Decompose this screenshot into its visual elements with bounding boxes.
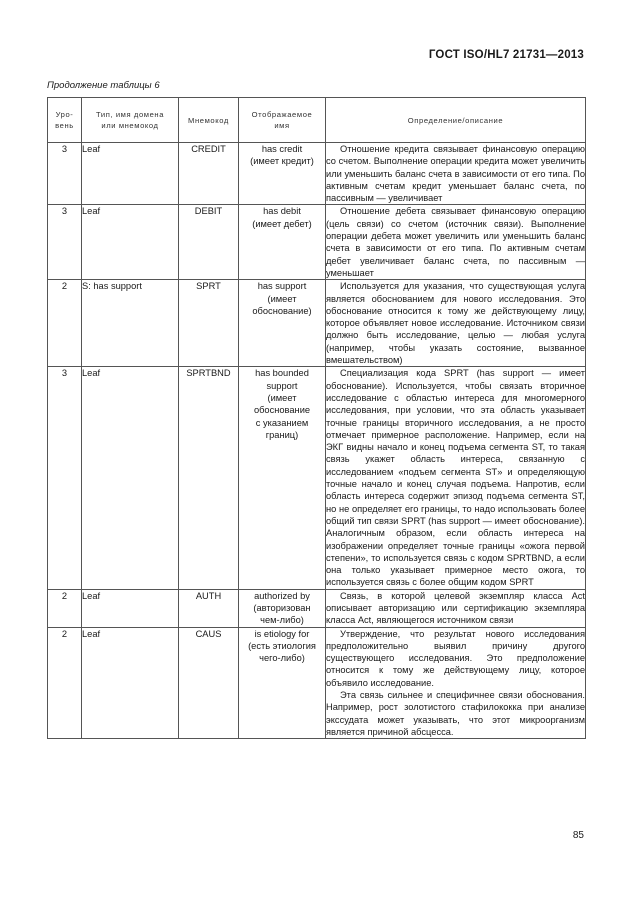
cell-display-name: has credit (имеет кредит) — [239, 143, 326, 205]
cell-mnemonic: DEBIT — [179, 205, 239, 280]
cell-level: 2 — [48, 627, 82, 739]
cell-mnemonic: CREDIT — [179, 143, 239, 205]
definition-paragraph: Специализация кода SPRT (has support — имеет обоснование). Используется, чтобы связать вторичное исследование с областью интереса для многомерного исследования, при условии, что эта область указывает точные границы вторичного исследования, а не просто отмечает примерное расположение. Например, если на ЭКГ видны начало и конец подъема сегмента ST, то такая связь укажет область интереса, связанную с исследованием «подъем сегмента ST» и определяющую точные начало и конец случая подъема. Напротив, если область интереса содержит эпизод подъема сегмента ST, но не определяет его границы, то надо использовать более общий тип связи SPRT (has support — имеет обоснование). Аналогичным образом, если область интереса на изображении определяет точные границы «ожога первой степени», то используется связь с кодом SPRTBND, а если она только указывает примерное место ожога, то используется связь с более общим кодом SPRT — [326, 368, 585, 588]
cell-level: 3 — [48, 205, 82, 280]
table-continuation-caption: Продолжение таблицы 6 — [47, 80, 160, 91]
relationship-table — [47, 97, 586, 739]
cell-type: Leaf — [82, 627, 179, 739]
table-row — [48, 205, 586, 280]
table-row — [48, 143, 586, 205]
cell-definition — [326, 280, 586, 367]
table-row — [48, 627, 586, 739]
definition-paragraph: Отношение дебета связывает финансовую операцию (цель связи) со счетом (источник связи). Выполнение операции дебета может увеличить или уменьшить баланс счета в зависимости от его типа. По активным счетам дебет увеличивает баланс счета, по пассивным — уменьшает — [326, 206, 585, 278]
header-level: Уро- вень — [48, 98, 82, 143]
table-row — [48, 589, 586, 627]
cell-level: 2 — [48, 280, 82, 367]
definition-paragraph: Связь, в которой целевой экземпляр класса Act описывает авторизацию или сертификацию экземпляра класса Act, являющегося источником связи — [326, 590, 585, 626]
table-row — [48, 367, 586, 589]
cell-display-name: has debit (имеет дебет) — [239, 205, 326, 280]
cell-display-name: authorized by (авторизован чем-либо) — [239, 589, 326, 627]
definition-paragraph: Эта связь сильнее и специфичнее связи обоснования. Например, рост золотистого стафилококка при анализе экссудата может указывать, что этот микроорганизм является причиной абсцесса. — [326, 690, 585, 737]
cell-mnemonic: SPRT — [179, 280, 239, 367]
cell-level: 3 — [48, 143, 82, 205]
cell-type: Leaf — [82, 367, 179, 589]
table-body — [48, 143, 586, 739]
header-mnemonic: Мнемокод — [179, 98, 239, 143]
cell-mnemonic: CAUS — [179, 627, 239, 739]
header-type: Тип, имя домена или мнемокод — [82, 98, 179, 143]
cell-type: S: has support — [82, 280, 179, 367]
cell-mnemonic: SPRTBND — [179, 367, 239, 589]
page-number: 85 — [572, 830, 584, 841]
cell-definition — [326, 143, 586, 205]
definition-paragraph: Используется для указания, что существующая услуга является обоснованием для нового исследования. Это обоснование относится к тому же действующему лицу, которое объявляет новое исследование. Источником связи должно быть исследование, целью — любая услуга (например, чтобы указать состояние, вызванное вмешательством) — [326, 281, 585, 366]
table-header-row — [48, 98, 586, 143]
cell-definition — [326, 589, 586, 627]
cell-definition — [326, 627, 586, 739]
cell-definition — [326, 367, 586, 589]
cell-type: Leaf — [82, 143, 179, 205]
cell-definition — [326, 205, 586, 280]
header-display-name: Отображаемое имя — [239, 98, 326, 143]
standard-header: ГОСТ ISO/HL7 21731—2013 — [428, 49, 584, 61]
cell-level: 2 — [48, 589, 82, 627]
table-row — [48, 280, 586, 367]
cell-display-name: is etiology for (есть этиология чего-либо) — [239, 627, 326, 739]
cell-display-name: has bounded support (имеет обоснование с указанием границ) — [239, 367, 326, 589]
cell-type: Leaf — [82, 205, 179, 280]
definition-paragraph: Утверждение, что результат нового исследования предположительно выявил причину другого существующего исследования. Это предположение относится к тому же действующему лицу, которое объявило исследование. — [326, 628, 585, 688]
cell-display-name: has support (имеет обоснование) — [239, 280, 326, 367]
definition-paragraph: Отношение кредита связывает финансовую операцию со счетом. Выполнение операции кредита может увеличить или уменьшить баланс счета в зависимости от его типа. По активным счетам кредит уменьшает баланс счета, по пассивным — увеличивает — [326, 144, 585, 204]
header-definition: Определение/описание — [326, 98, 586, 143]
cell-level: 3 — [48, 367, 82, 589]
cell-mnemonic: AUTH — [179, 589, 239, 627]
cell-type: Leaf — [82, 589, 179, 627]
